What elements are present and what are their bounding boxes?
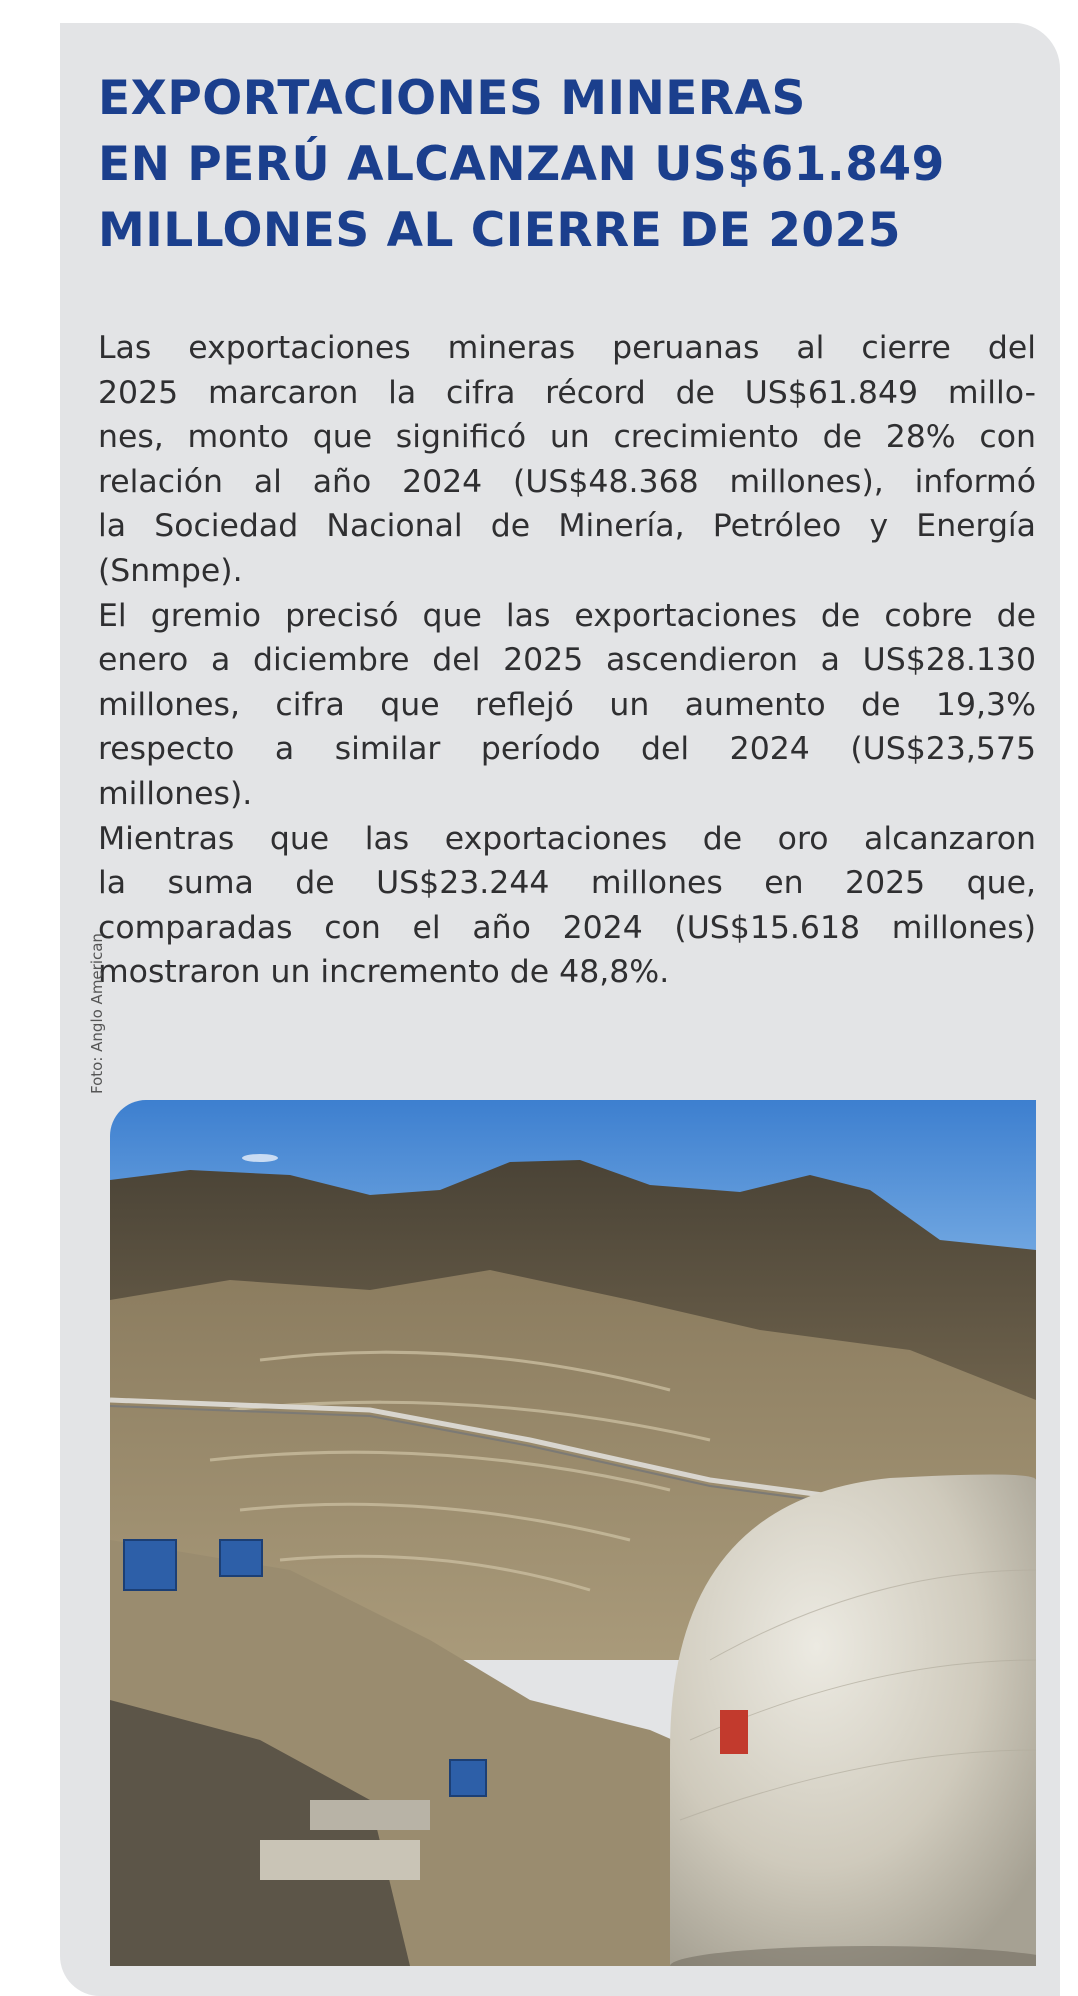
body-line: relación al año 2024 (US$48.368 millones), informó	[98, 463, 1036, 500]
body-line: El gremio precisó que las exportaciones de cobre de	[98, 597, 1036, 634]
body-line: Las exportaciones mineras peruanas al cierre del	[98, 330, 1036, 366]
body-line: mostraron un incremento de 48,8%.	[98, 954, 670, 991]
title-line: EN PERÚ ALCANZAN US$61.849	[98, 137, 945, 192]
body-line: respecto a similar período del 2024 (US$23,575	[98, 731, 1036, 768]
body-line: (Snmpe).	[98, 552, 243, 589]
photo-credit: Foto: Anglo American	[88, 933, 106, 1094]
article-title	[98, 66, 998, 264]
body-line: enero a diciembre del 2025 ascendieron a US$28.130	[98, 642, 1036, 679]
body-line: Mientras que las exportaciones de oro alcanzaron	[98, 820, 1036, 857]
body-line: la Sociedad Nacional de Minería, Petróleo y Energía	[98, 508, 1036, 545]
title-line: MILLONES AL CIERRE DE 2025	[98, 203, 902, 258]
article-body	[98, 326, 1036, 995]
body-line: nes, monto que significó un crecimiento de 28% con	[98, 419, 1036, 456]
body-line: millones).	[98, 775, 253, 812]
body-line: 2025 marcaron la cifra récord de US$61.849 millo-	[98, 374, 1036, 411]
body-line: la suma de US$23.244 millones en 2025 que,	[98, 865, 1036, 902]
mine-site-photo	[110, 1100, 1036, 1966]
title-line: EXPORTACIONES MINERAS	[98, 71, 806, 126]
body-line: comparadas con el año 2024 (US$15.618 millones)	[98, 909, 1036, 946]
body-line: millones, cifra que reflejó un aumento de 19,3%	[98, 686, 1036, 723]
